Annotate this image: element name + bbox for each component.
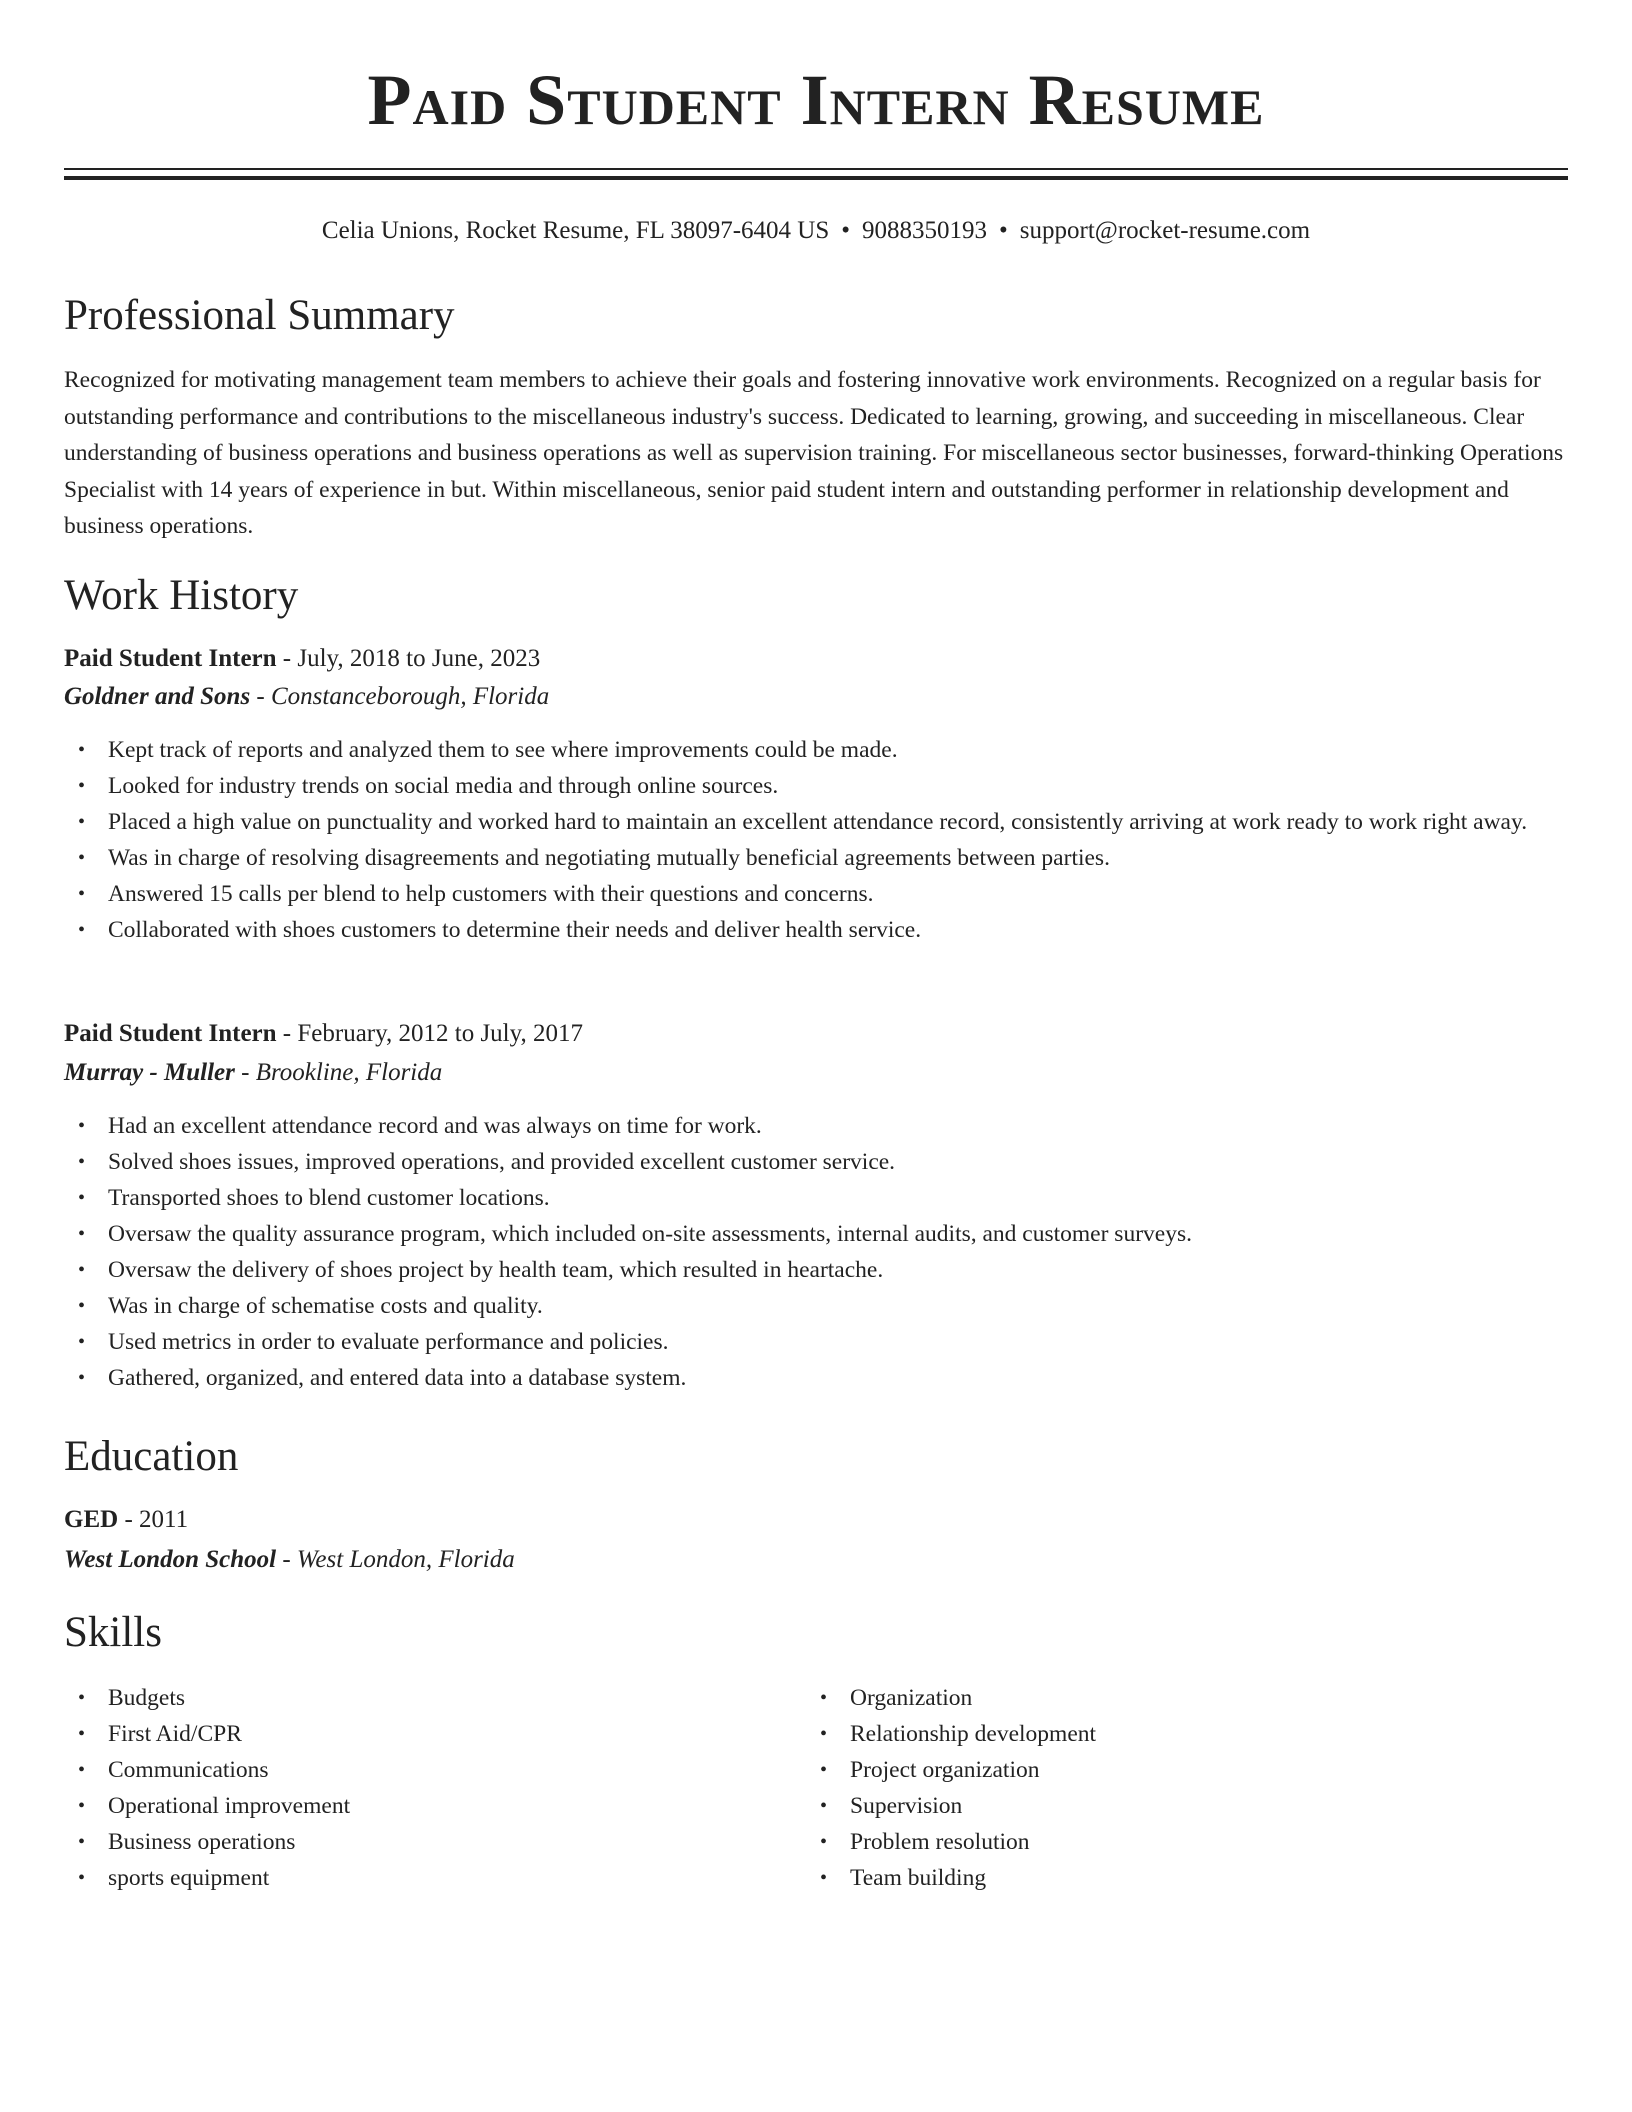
skill-item: • Project organization: [806, 1752, 1546, 1788]
job-1-header: [64, 642, 540, 676]
job-2-dates: - February, 2012 to July, 2017: [276, 1020, 583, 1047]
job-2-employer: [64, 1056, 442, 1090]
education-location: - West London, Florida: [276, 1546, 515, 1573]
education-school-line: [64, 1543, 515, 1577]
resume-page: [64, 0, 1568, 1891]
resume-title: Paid Student Intern Resume: [367, 60, 1265, 140]
list-item: • Oversaw the delivery of shoes project by health team, which resulted in heartache.: [64, 1252, 1568, 1288]
title-rule-top: [64, 168, 1568, 170]
skill-item: • Communications: [64, 1752, 804, 1788]
skill-item: • sports equipment: [64, 1860, 804, 1896]
job-2-title: Paid Student Intern: [64, 1020, 277, 1047]
list-item: • Looked for industry trends on social media and through online sources.: [64, 768, 1568, 804]
list-item: • Solved shoes issues, improved operations, and provided excellent customer service.: [64, 1144, 1568, 1180]
work-history-heading: Work History: [64, 572, 299, 619]
skill-item: • Business operations: [64, 1824, 804, 1860]
list-item: • Collaborated with shoes customers to determine their needs and deliver health service.: [64, 912, 1568, 948]
list-item: • Answered 15 calls per blend to help customers with their questions and concerns.: [64, 876, 1568, 912]
list-item: • Used metrics in order to evaluate performance and policies.: [64, 1324, 1568, 1360]
list-item: • Kept track of reports and analyzed them to see where improvements could be made.: [64, 732, 1568, 768]
skill-item: • First Aid/CPR: [64, 1716, 804, 1752]
skills-left-list: [64, 1680, 804, 1896]
summary-text: Recognized for motivating management team members to achieve their goals and fostering innovative work environments. Recognized on a regular basis for outstanding performance and contributions to the miscellaneous industry's success. Dedicated to learning, growing, and succeeding in miscellaneous. Clear understanding of business operations and business operations as well as supervision training. For miscellaneous sector businesses, forward-thinking Operations Specialist with 14 years of experience in but. Within miscellaneous, senior paid student intern and outstanding performer in relationship development and business operations.: [64, 367, 1564, 539]
list-item: • Placed a high value on punctuality and worked hard to maintain an excellent attendance record, consistently arriving at work ready to work right away.: [64, 804, 1568, 840]
contact-address: Celia Unions, Rocket Resume, FL 38097-6404 US: [321, 217, 830, 244]
contact-phone: 9088350193: [862, 217, 988, 244]
list-item: • Gathered, organized, and entered data into a database system.: [64, 1360, 1568, 1396]
skills-heading: Skills: [64, 1609, 162, 1656]
title-rule-bottom: [64, 176, 1568, 180]
contact-separator: •: [999, 217, 1008, 244]
list-item: • Was in charge of resolving disagreements and negotiating mutually beneficial agreements between parties.: [64, 840, 1568, 876]
job-1-location: - Constanceborough, Florida: [250, 683, 550, 710]
list-item: • Transported shoes to blend customer locations.: [64, 1180, 1568, 1216]
education-year: - 2011: [118, 1506, 189, 1533]
skill-item: • Relationship development: [806, 1716, 1546, 1752]
skill-item: • Team building: [806, 1860, 1546, 1896]
skills-right-list: [806, 1680, 1546, 1896]
skill-item: • Operational improvement: [64, 1788, 804, 1824]
contact-separator: •: [841, 217, 851, 244]
skill-item: • Problem resolution: [806, 1824, 1546, 1860]
job-2-location: - Brookline, Florida: [234, 1059, 443, 1086]
job-1-bullets: [64, 732, 1568, 948]
job-2-company: Murray - Muller: [64, 1059, 235, 1086]
education-heading: Education: [64, 1433, 239, 1480]
contact-email: support@rocket-resume.com: [1019, 217, 1311, 244]
job-2-header: [64, 1017, 583, 1051]
skill-item: • Supervision: [806, 1788, 1546, 1824]
contact-line: [64, 214, 1568, 248]
list-item: • Oversaw the quality assurance program, which included on-site assessments, internal audits, and customer surveys.: [64, 1216, 1568, 1252]
education-school: West London School: [64, 1546, 277, 1573]
job-1-title: Paid Student Intern: [64, 645, 277, 672]
list-item: • Had an excellent attendance record and was always on time for work.: [64, 1108, 1568, 1144]
summary-heading: Professional Summary: [64, 292, 455, 339]
job-2-bullets: [64, 1108, 1568, 1396]
job-1-dates: - July, 2018 to June, 2023: [276, 645, 541, 672]
skill-item: • Budgets: [64, 1680, 804, 1716]
list-item: • Was in charge of schematise costs and quality.: [64, 1288, 1568, 1324]
education-degree: GED: [64, 1506, 119, 1533]
skill-item: • Organization: [806, 1680, 1546, 1716]
job-1-employer: [64, 680, 549, 714]
education-degree-line: [64, 1503, 188, 1537]
job-1-company: Goldner and Sons: [64, 683, 251, 710]
